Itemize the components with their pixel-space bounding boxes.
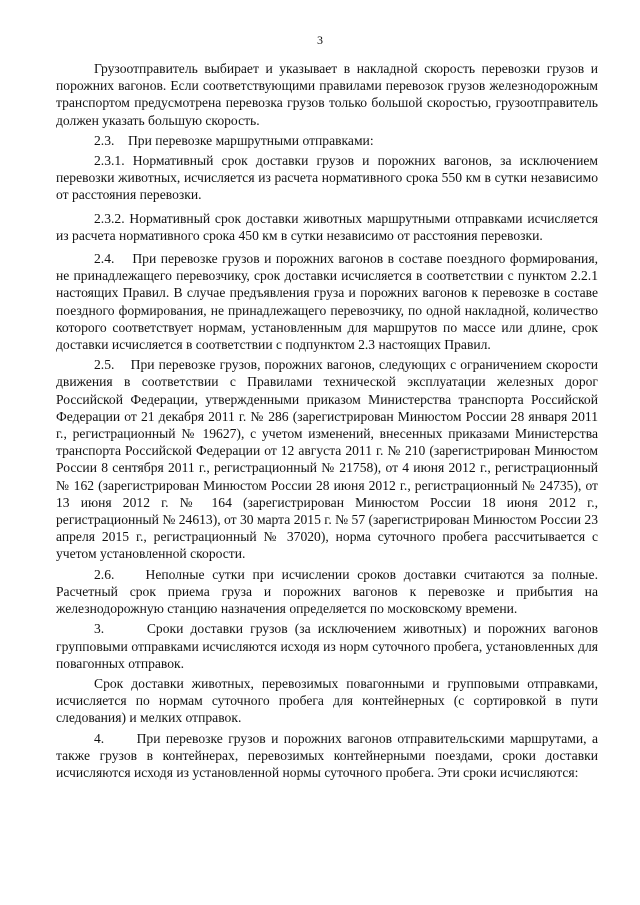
paragraph-4: 4. При перевозке грузов и порожних вагонов отправительскими маршрутами, а также грузов в контейнерах, перевозимых контейнерными поездами, сроки доставки исчисляются исходя из установленной нормы суточного пробега. Эти сроки исчисляются: xyxy=(56,730,598,780)
paragraph-2-5: 2.5. При перевозке грузов, порожних вагонов, следующих с ограничением скорости движения в соответствии с Правилами технической эксплуатации железных дорог Российской Федерации, утвержденными приказом Министерства транспорта Российской Федерации от 21 декабря 2011 г. № 286 (зарегистрирован Минюстом России 28 января 2011 г., регистрационный № 19627), с учетом изменений, внесенных приказами Министерства транспорта Российской Федерации от 12 августа 2011 г. № 210 (зарегистрирован Минюстом России 8 сентября 2011 г., регистрационный № 21758), от 4 июня 2012 г., регистрационный № 162 (зарегистрирован Минюстом России 28 июня 2012 г., регистрационный № 24735), от 13 июня 2012 г. № 164 (зарегистрирован Минюстом России 18 июня 2012 г., регистрационный № 24613), от 30 марта 2015 г. № 57 (зарегистрирован Минюстом России 23 апреля 2015 г., регистрационный № 37020), норма суточного пробега рассчитывается с учетом установленной скорости. xyxy=(56,357,598,562)
paragraph-2-6: 2.6. Неполные сутки при исчислении сроков доставки считаются за полные. Расчетный срок приема груза и порожних вагонов к перевозке и прибытия на железнодорожную станцию назначения определяется по московскому времени. xyxy=(56,566,598,617)
page-number: 3 xyxy=(317,33,323,47)
paragraph-2-3-1: 2.3.1. Нормативный срок доставки грузов и порожних вагонов, за исключением перевозки животных, исчисляется из расчета нормативного срока 550 км в сутки независимо от расстояния перевозки. xyxy=(56,153,598,203)
paragraph-3-animals: Срок доставки животных, перевозимых повагонными и групповыми отправками, исчисляется по нормам суточного пробега для контейнерных (с сортировкой в пути следования) и мелких отправок. xyxy=(56,675,598,726)
paragraph-3: 3. Сроки доставки грузов (за исключением животных) и порожних вагонов групповыми отправками исчисляются исходя из норм суточного пробега, установленных для повагонных отправок. xyxy=(56,621,598,671)
paragraph-2-3-2: 2.3.2. Нормативный срок доставки животных маршрутными отправками исчисляется из расчета нормативного срока 450 км в сутки независимо от расстояния перевозки. xyxy=(56,210,598,243)
paragraph-2-4: 2.4. При перевозке грузов и порожних вагонов в составе поездного формирования, не принадлежащего перевозчику, срок доставки исчисляется в соответствии с пунктом 2.2.1 настоящих Правил. В случае предъявления груза и порожних вагонов к перевозке в составе поездного формирования, не принадлежащего перевозчику, по одной накладной, количество которого соответствует нормам, установленным для маршрутов по массе или длине, срок доставки исчисляется в соответствии с подпунктом 2.3 настоящих Правил. xyxy=(56,251,598,353)
paragraph-2-3: 2.3. При перевозке маршрутными отправками: xyxy=(94,132,374,148)
document-body xyxy=(56,60,598,784)
paragraph-sender-speed: Грузоотправитель выбирает и указывает в накладной скорость перевозки грузов и порожних вагонов. Если соответствующими правилами перевозок грузов железнодорожным транспортом предусмотрена перевозка грузов только большой скоростью, грузоотправитель должен указать большую скорость. xyxy=(56,61,598,128)
